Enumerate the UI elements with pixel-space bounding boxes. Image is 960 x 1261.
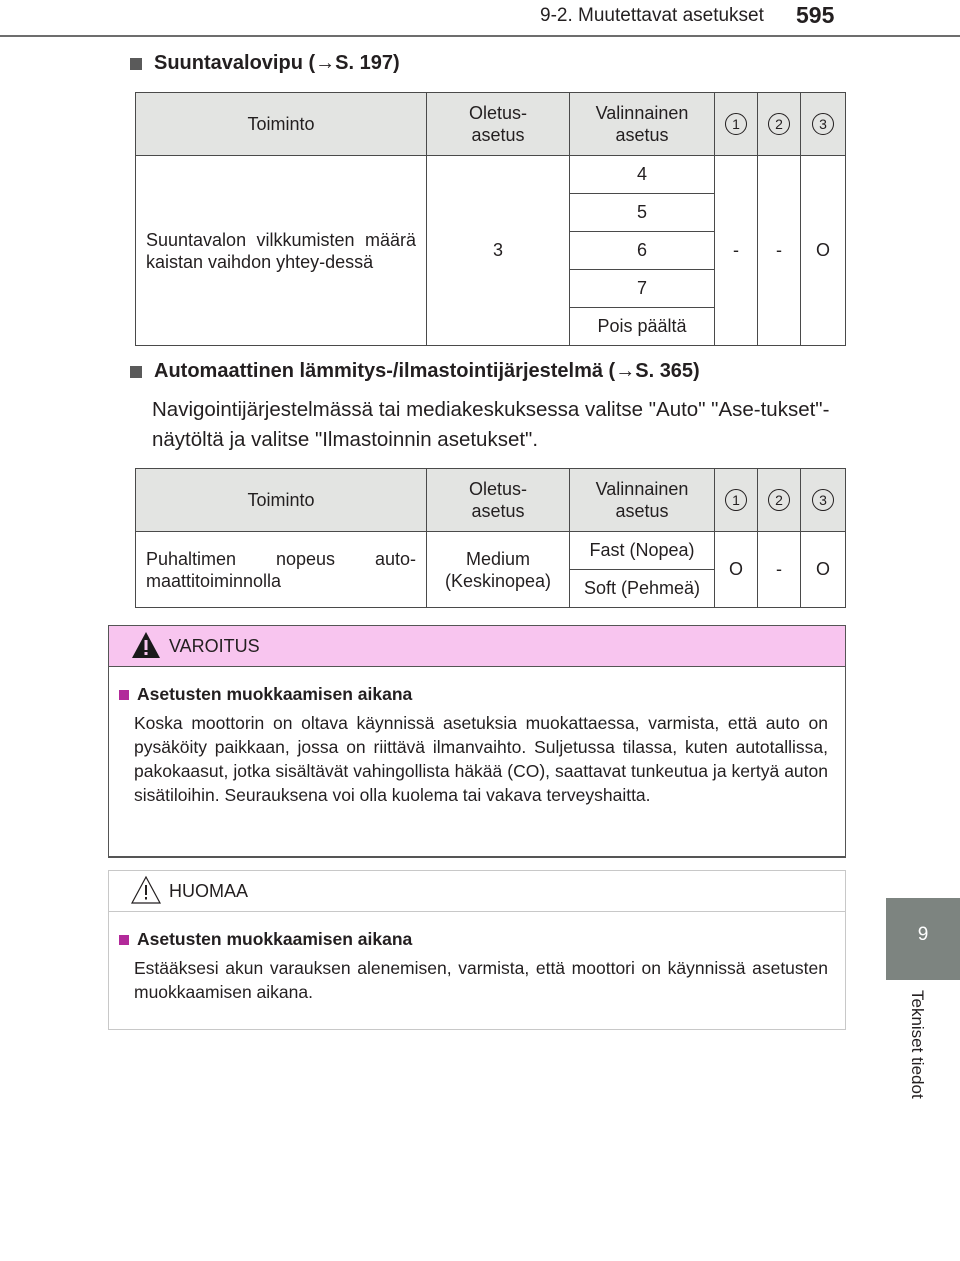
- warning-box: [108, 625, 846, 858]
- square-bullet-icon: [119, 935, 129, 945]
- caution-triangle-icon: [131, 875, 161, 905]
- col-header-default: Oletus- asetus: [427, 93, 570, 156]
- col2-cell: -: [758, 532, 801, 608]
- notice-subheading-text: Asetusten muokkaamisen aikana: [137, 929, 413, 949]
- notice-box: [108, 870, 846, 1030]
- col3-cell: O: [801, 156, 846, 346]
- warning-title: VAROITUS: [169, 636, 260, 656]
- section-heading-text: Automaattinen lämmitys-/ilmastointijärjestelmä (: [154, 360, 616, 382]
- circled-3: 3: [812, 113, 834, 135]
- square-bullet-icon: [130, 58, 142, 70]
- chapter-label: Tekniset tiedot: [908, 990, 927, 1099]
- page-reference: S. 365): [635, 360, 700, 382]
- col-header-optional: Valinnainen asetus: [570, 469, 715, 532]
- chapter-number: 9: [917, 924, 929, 945]
- option-cell: 4: [570, 156, 715, 194]
- turn-signal-table: [135, 92, 846, 346]
- col-header-2: [758, 469, 801, 532]
- page-number: 595: [796, 2, 835, 28]
- warning-header: [109, 626, 845, 667]
- square-bullet-icon: [119, 690, 129, 700]
- col-header-optional: Valinnainen asetus: [570, 93, 715, 156]
- col-header-1: [715, 469, 758, 532]
- warning-subheading-text: Asetusten muokkaamisen aikana: [137, 684, 413, 704]
- col-header-function: Toiminto: [136, 469, 427, 532]
- col-header-2: [758, 93, 801, 156]
- option-cell: Pois päältä: [570, 308, 715, 346]
- notice-subheading: [119, 929, 412, 950]
- notice-header: [109, 871, 845, 912]
- option-cell: Fast (Nopea): [570, 532, 715, 570]
- arrow-icon: →: [315, 52, 336, 74]
- default-cell: Medium (Keskinopea): [427, 532, 570, 608]
- col-header-default: Oletus- asetus: [427, 469, 570, 532]
- col1-cell: O: [715, 532, 758, 608]
- col-header-function: Toiminto: [136, 93, 427, 156]
- warning-text: Koska moottorin on oltava käynnissä asetuksia muokattaessa, varmista, että auto on pysäköity paikkaan, jossa on riittävä ilmanvaihto. Suljetussa tilassa, kuten autotallissa, pakokaasut, jotka sisältävät vahingollista häkää (CO), saattavat tunkeutua ja kertyä auton sisätiloihin. Seurauksena voi olla kuolema tai vakava terveyshaitta.: [134, 713, 828, 805]
- circled-1: 1: [725, 489, 747, 511]
- circled-2: 2: [768, 489, 790, 511]
- option-cell: 7: [570, 270, 715, 308]
- circled-1: 1: [725, 113, 747, 135]
- function-cell: Puhaltimen nopeus auto-maattitoiminnolla: [136, 532, 427, 608]
- warning-triangle-icon: [131, 630, 161, 660]
- option-cell: Soft (Pehmeä): [570, 570, 715, 608]
- option-cell: 5: [570, 194, 715, 232]
- option-cell: 6: [570, 232, 715, 270]
- col-header-3: [801, 469, 846, 532]
- header-rule: [0, 35, 960, 37]
- default-cell: 3: [427, 156, 570, 346]
- circled-2: 2: [768, 113, 790, 135]
- warning-subheading: [119, 684, 412, 705]
- function-cell: Suuntavalon vilkkumisten määrä kaistan vaihdon yhtey-dessä: [136, 156, 427, 346]
- section-heading-climate: [130, 360, 700, 383]
- page-reference: S. 197): [335, 52, 400, 74]
- climate-table: [135, 468, 846, 608]
- arrow-icon: →: [615, 360, 636, 382]
- col-header-3: [801, 93, 846, 156]
- notice-title: HUOMAA: [169, 881, 249, 901]
- col-header-1: [715, 93, 758, 156]
- notice-text: Estääksesi akun varauksen alenemisen, varmista, että moottori on käynnissä asetusten muokkaamisen aikana.: [134, 958, 828, 1002]
- header-title: 9-2. Muutettavat asetukset: [540, 5, 764, 26]
- col1-cell: -: [715, 156, 758, 346]
- col3-cell: O: [801, 532, 846, 608]
- section-heading-turn-signal: [130, 52, 400, 75]
- circled-3: 3: [812, 489, 834, 511]
- section-heading-text: Suuntavalovipu (: [154, 52, 316, 74]
- square-bullet-icon: [130, 366, 142, 378]
- section-description: Navigointijärjestelmässä tai mediakeskuksessa valitse "Auto" "Ase-tukset"-näytöltä ja valitse "Ilmastoinnin asetukset".: [152, 398, 830, 451]
- col2-cell: -: [758, 156, 801, 346]
